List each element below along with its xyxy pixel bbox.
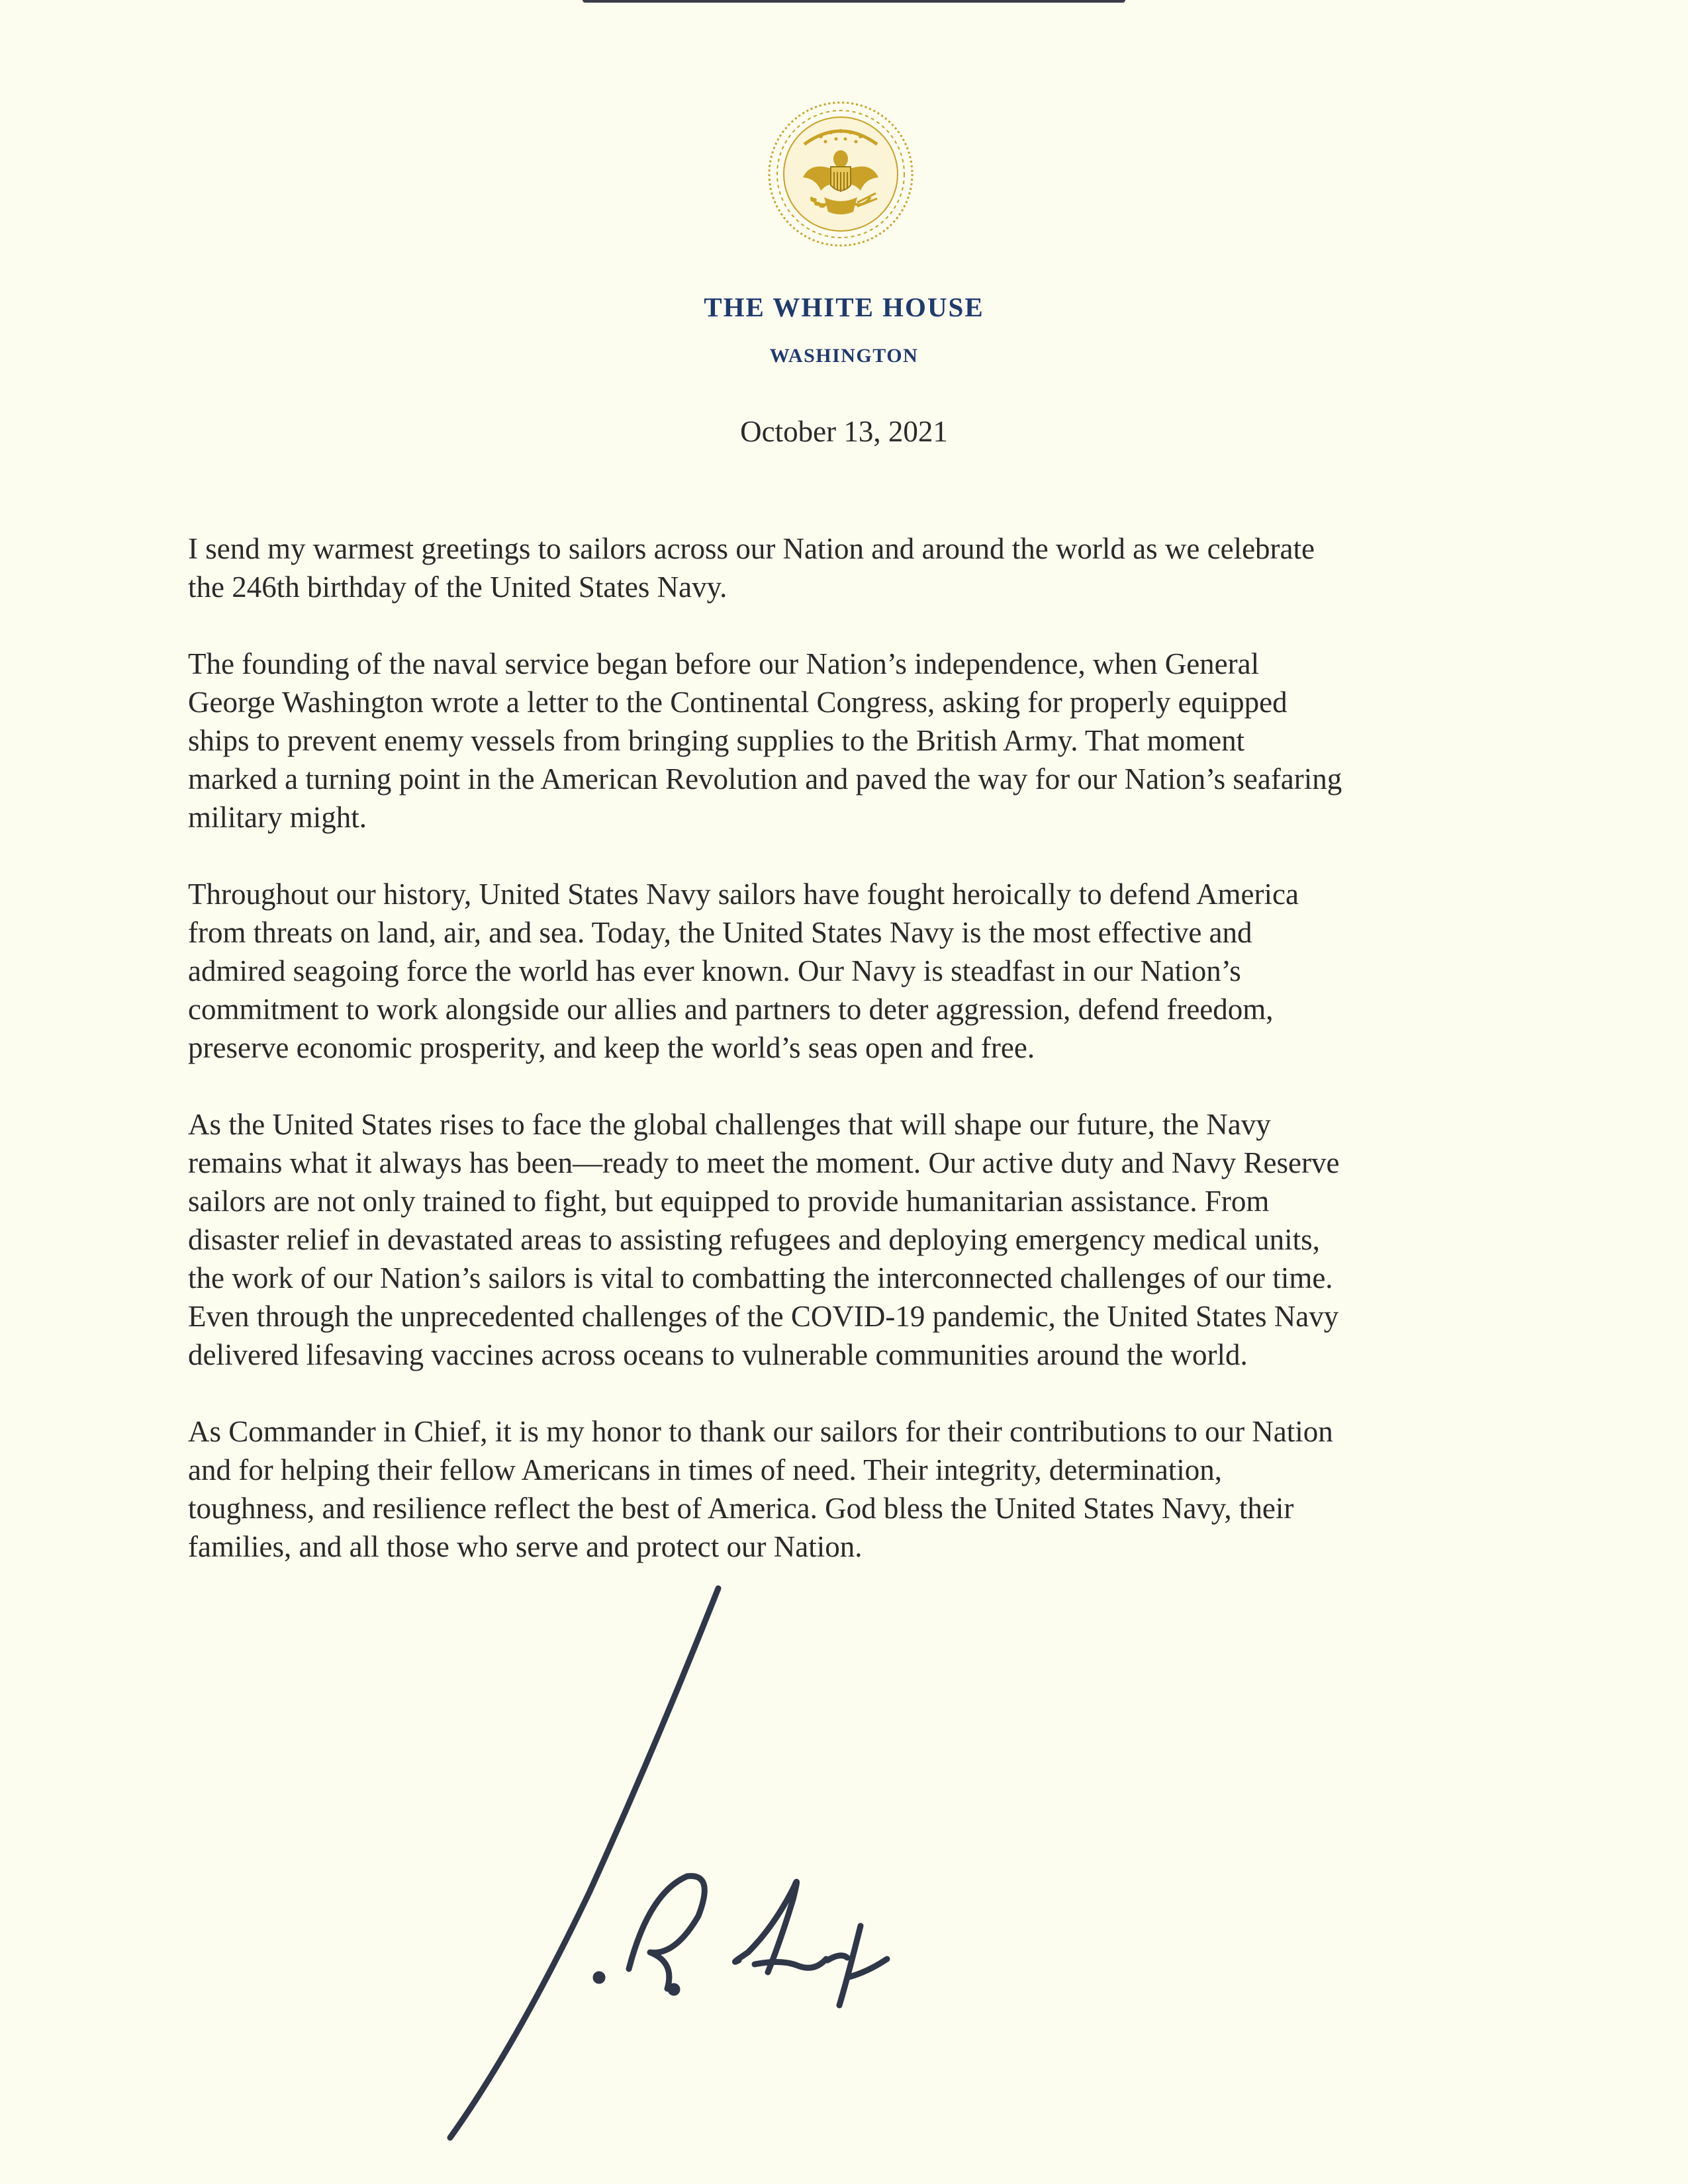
text-line: As the United States rises to face the global challenges that will shape our future, the Navy (188, 1108, 1271, 1141)
text-line: As Commander in Chief, it is my honor to thank our sailors for their contributions to our Nation (188, 1415, 1333, 1448)
text-line: the 246th birthday of the United States Navy. (188, 570, 727, 604)
text-line: families, and all those who serve and protect our Nation. (188, 1530, 863, 1563)
text-line: disaster relief in devastated areas to assisting refugees and deploying emergency medical units, (188, 1223, 1320, 1256)
text-line: toughness, and resilience reflect the best of America. God bless the United States Navy, their (188, 1492, 1294, 1525)
letterhead-subtitle: WASHINGTON (769, 345, 919, 367)
text-line: commitment to work alongside our allies and partners to deter aggression, defend freedom, (188, 993, 1274, 1026)
paragraph (188, 1412, 1485, 1566)
text-line: The founding of the naval service began before our Nation’s independence, when General (188, 647, 1260, 680)
handwritten-signature (437, 1582, 1099, 2151)
letterhead-title: THE WHITE HOUSE (704, 292, 984, 322)
text-line: ships to prevent enemy vessels from bringing supplies to the British Army. That moment (188, 724, 1245, 757)
text-line: George Washington wrote a letter to the Continental Congress, asking for properly equipped (188, 686, 1288, 719)
text-line: sailors are not only trained to fight, but equipped to provide humanitarian assistance. From (188, 1185, 1270, 1218)
text-line: from threats on land, air, and sea. Today, the United States Navy is the most effective and (188, 916, 1252, 949)
page-top-edge (583, 0, 1125, 3)
text-line: preserve economic prosperity, and keep the world’s seas open and free. (188, 1031, 1035, 1064)
text-line: Even through the unprecedented challenges of the COVID-19 pandemic, the United States Navy (188, 1300, 1339, 1333)
text-line: the work of our Nation’s sailors is vital to combatting the interconnected challenges of our time. (188, 1261, 1333, 1295)
text-line: delivered lifesaving vaccines across oceans to vulnerable communities around the world. (188, 1338, 1248, 1371)
text-line: admired seagoing force the world has ever known. Our Navy is steadfast in our Nation’s (188, 954, 1241, 987)
presidential-seal-icon (765, 98, 917, 250)
text-line: military might. (188, 801, 367, 834)
paragraph (188, 645, 1485, 837)
letter-body (188, 529, 1485, 1604)
text-line: and for helping their fellow Americans in times of need. Their integrity, determination, (188, 1453, 1223, 1486)
text-line: marked a turning point in the American Revolution and paved the way for our Nation’s seafaring (188, 762, 1342, 796)
paragraph (188, 1105, 1485, 1374)
letter-date: October 13, 2021 (740, 415, 948, 448)
text-line: I send my warmest greetings to sailors across our Nation and around the world as we celebrate (188, 532, 1315, 565)
paragraph (188, 875, 1485, 1067)
text-line: remains what it always has been—ready to meet the moment. Our active duty and Navy Reserve (188, 1146, 1340, 1179)
paragraph (188, 529, 1485, 606)
text-line: Throughout our history, United States Navy sailors have fought heroically to defend America (188, 878, 1299, 911)
